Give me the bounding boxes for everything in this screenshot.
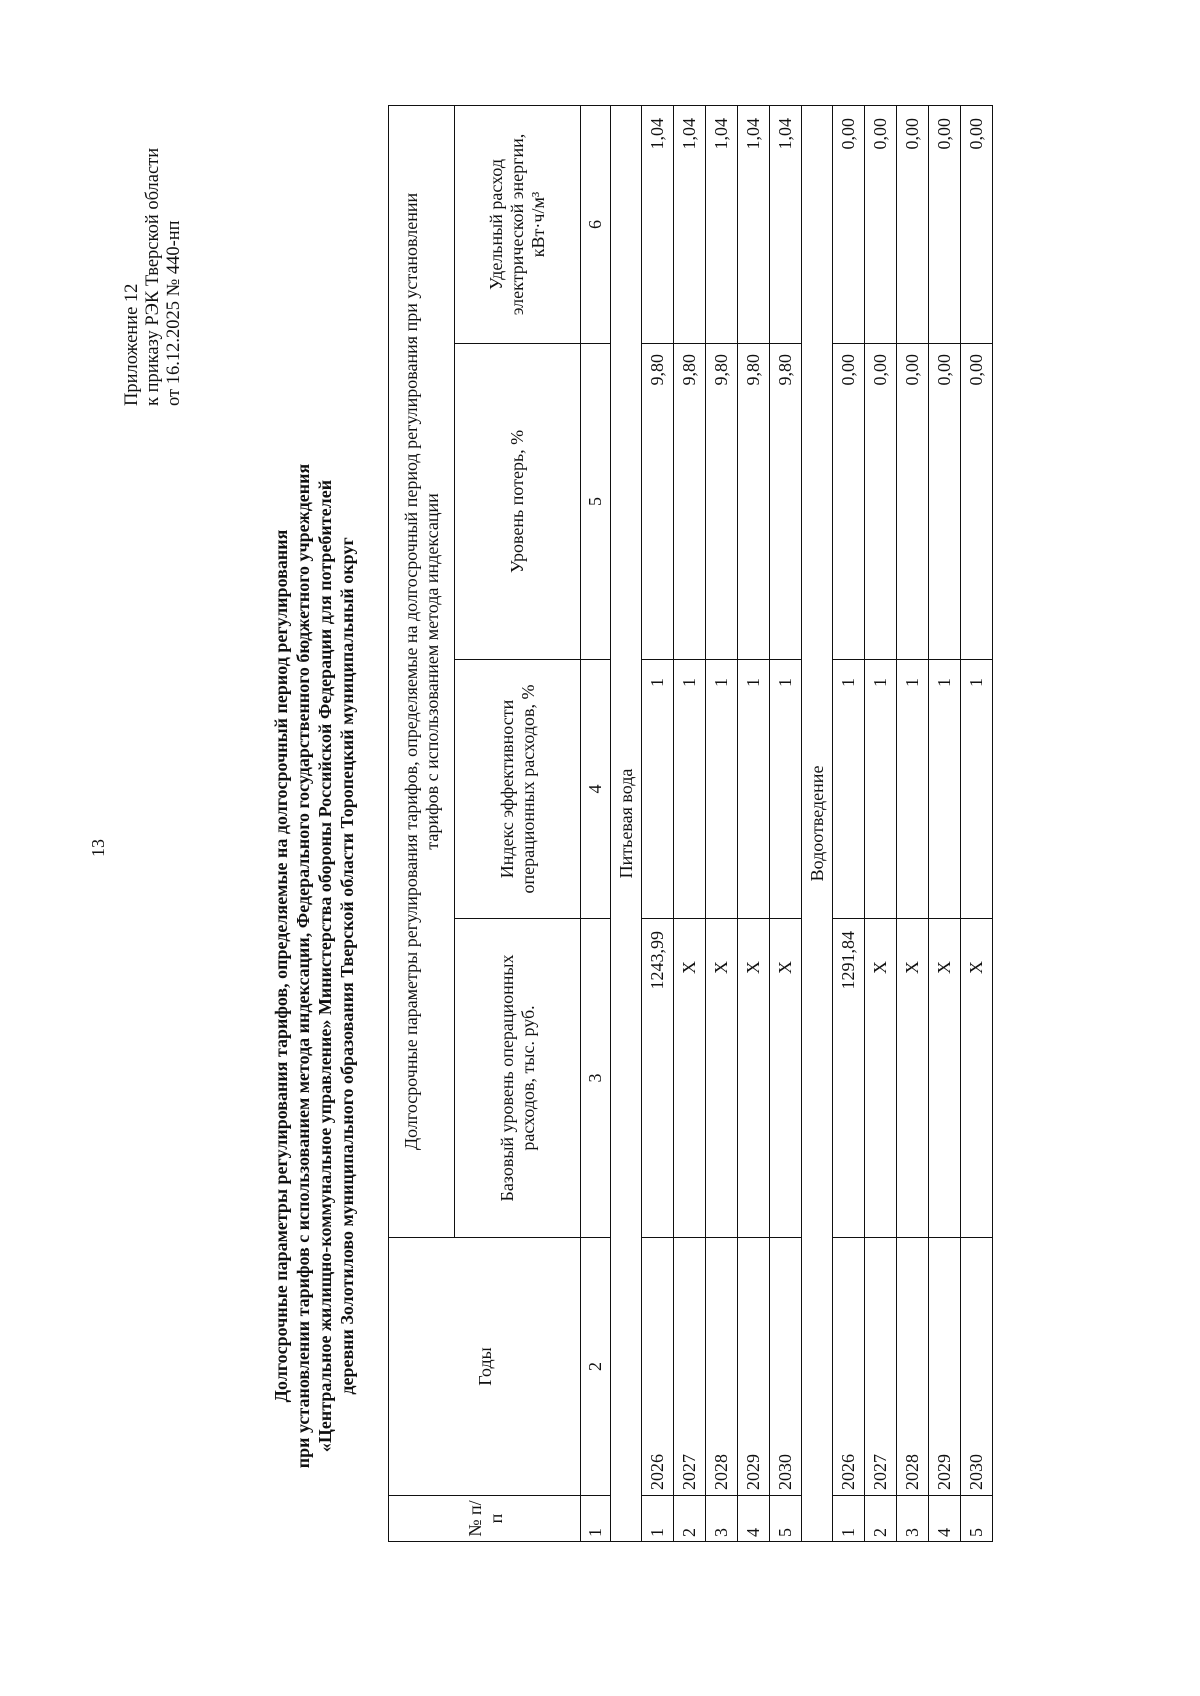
table-row [738, 105, 770, 1541]
row-losses-level: 9,80 [770, 344, 802, 660]
row-year: 2027 [674, 1238, 706, 1496]
col-years-header: Годы [389, 1238, 581, 1496]
appendix-line-2: к приказу РЭК Тверской области [143, 147, 163, 406]
row-number: 2 [674, 1496, 706, 1542]
row-losses-level: 0,00 [865, 344, 897, 660]
title-line-4: деревни Золотилово муниципального образования Тверской области Торопецкий муниципальный округ [337, 537, 357, 1395]
table-row [706, 105, 738, 1541]
section-title: Водоотведение [802, 105, 833, 1541]
row-losses-level: 9,80 [706, 344, 738, 660]
row-energy-consumption: 1,04 [770, 105, 802, 343]
row-number: 2 [865, 1496, 897, 1542]
title-line-3: «Центральное жилищно-коммунальное управление» Министерства обороны Российской Федерации для потребителей [315, 479, 335, 1453]
table-row [897, 105, 929, 1541]
row-base-expenses: X [674, 919, 706, 1238]
row-base-expenses: X [770, 919, 802, 1238]
row-losses-level: 0,00 [897, 344, 929, 660]
row-base-expenses: X [706, 919, 738, 1238]
row-number: 3 [706, 1496, 738, 1542]
row-year: 2028 [897, 1238, 929, 1496]
row-losses-level: 0,00 [961, 344, 993, 660]
row-year: 2028 [706, 1238, 738, 1496]
col-losses-header: Уровень потерь, % [455, 344, 581, 660]
document-title [270, 346, 358, 1586]
row-base-expenses: X [897, 919, 929, 1238]
row-base-expenses: X [929, 919, 961, 1238]
row-losses-level: 0,00 [929, 344, 961, 660]
row-losses-level: 0,00 [833, 344, 865, 660]
row-efficiency-index: 1 [642, 660, 674, 919]
row-base-expenses: 1291,84 [833, 919, 865, 1238]
column-numbers-row [581, 105, 611, 1541]
table-row [833, 105, 865, 1541]
row-base-expenses: X [961, 919, 993, 1238]
row-number: 1 [642, 1496, 674, 1542]
row-efficiency-index: 1 [961, 660, 993, 919]
row-number: 5 [770, 1496, 802, 1542]
col-number-3: 3 [581, 919, 611, 1238]
row-efficiency-index: 1 [897, 660, 929, 919]
row-losses-level: 9,80 [642, 344, 674, 660]
row-number: 5 [961, 1496, 993, 1542]
row-base-expenses: 1243,99 [642, 919, 674, 1238]
row-losses-level: 9,80 [738, 344, 770, 660]
row-year: 2030 [770, 1238, 802, 1496]
title-line-1: Долгосрочные параметры регулирования тарифов, определяемые на долгосрочный период регулирования [271, 529, 291, 1403]
row-efficiency-index: 1 [738, 660, 770, 919]
col-number-5: 5 [581, 344, 611, 660]
row-number: 3 [897, 1496, 929, 1542]
row-energy-consumption: 1,04 [738, 105, 770, 343]
page-number: 13 [88, 839, 108, 857]
row-year: 2026 [642, 1238, 674, 1496]
table-row [929, 105, 961, 1541]
row-year: 2029 [738, 1238, 770, 1496]
row-energy-consumption: 0,00 [961, 105, 993, 343]
col-index-header: Индекс эффективности операционных расходов, % [455, 660, 581, 919]
appendix-block [122, 148, 185, 406]
row-year: 2026 [833, 1238, 865, 1496]
row-energy-consumption: 1,04 [706, 105, 738, 343]
row-energy-consumption: 1,04 [642, 105, 674, 343]
row-efficiency-index: 1 [865, 660, 897, 919]
col-base-header: Базовый уровень операционных расходов, тыс. руб. [455, 919, 581, 1238]
col-number-1: 1 [581, 1496, 611, 1542]
row-base-expenses: X [865, 919, 897, 1238]
row-energy-consumption: 1,04 [674, 105, 706, 343]
row-efficiency-index: 1 [833, 660, 865, 919]
col-number-2: 2 [581, 1238, 611, 1496]
appendix-line-1: Приложение 12 [122, 283, 142, 406]
table-row [865, 105, 897, 1541]
row-losses-level: 9,80 [674, 344, 706, 660]
parameters-table [388, 105, 993, 1542]
header-row-1 [389, 105, 455, 1541]
appendix-line-3: от 16.12.2025 № 440-нп [164, 220, 184, 406]
row-year: 2030 [961, 1238, 993, 1496]
table-row [961, 105, 993, 1541]
col-number-6: 6 [581, 105, 611, 343]
section-title: Питьевая вода [611, 105, 642, 1541]
row-number: 4 [738, 1496, 770, 1542]
row-efficiency-index: 1 [929, 660, 961, 919]
section-row [611, 105, 642, 1541]
col-energy-header: Удельный расход электрической энергии, кВт·ч/м³ [455, 105, 581, 343]
row-efficiency-index: 1 [706, 660, 738, 919]
row-energy-consumption: 0,00 [929, 105, 961, 343]
row-efficiency-index: 1 [674, 660, 706, 919]
row-energy-consumption: 0,00 [833, 105, 865, 343]
row-year: 2029 [929, 1238, 961, 1496]
row-number: 4 [929, 1496, 961, 1542]
table-row [642, 105, 674, 1541]
row-efficiency-index: 1 [770, 660, 802, 919]
title-line-2: при установлении тарифов с использованием метода индексации, Федерального государственного бюджетного учреждения [293, 463, 313, 1469]
section-row [802, 105, 833, 1541]
col-number-header: № п/п [389, 1496, 581, 1542]
col-number-4: 4 [581, 660, 611, 919]
table-row [770, 105, 802, 1541]
row-year: 2027 [865, 1238, 897, 1496]
group-header: Долгосрочные параметры регулирования тарифов, определяемые на долгосрочный период регулирования при установлении тарифов с использованием метода индексации [389, 105, 455, 1237]
row-energy-consumption: 0,00 [865, 105, 897, 343]
row-energy-consumption: 0,00 [897, 105, 929, 343]
table-row [674, 105, 706, 1541]
row-number: 1 [833, 1496, 865, 1542]
row-base-expenses: X [738, 919, 770, 1238]
